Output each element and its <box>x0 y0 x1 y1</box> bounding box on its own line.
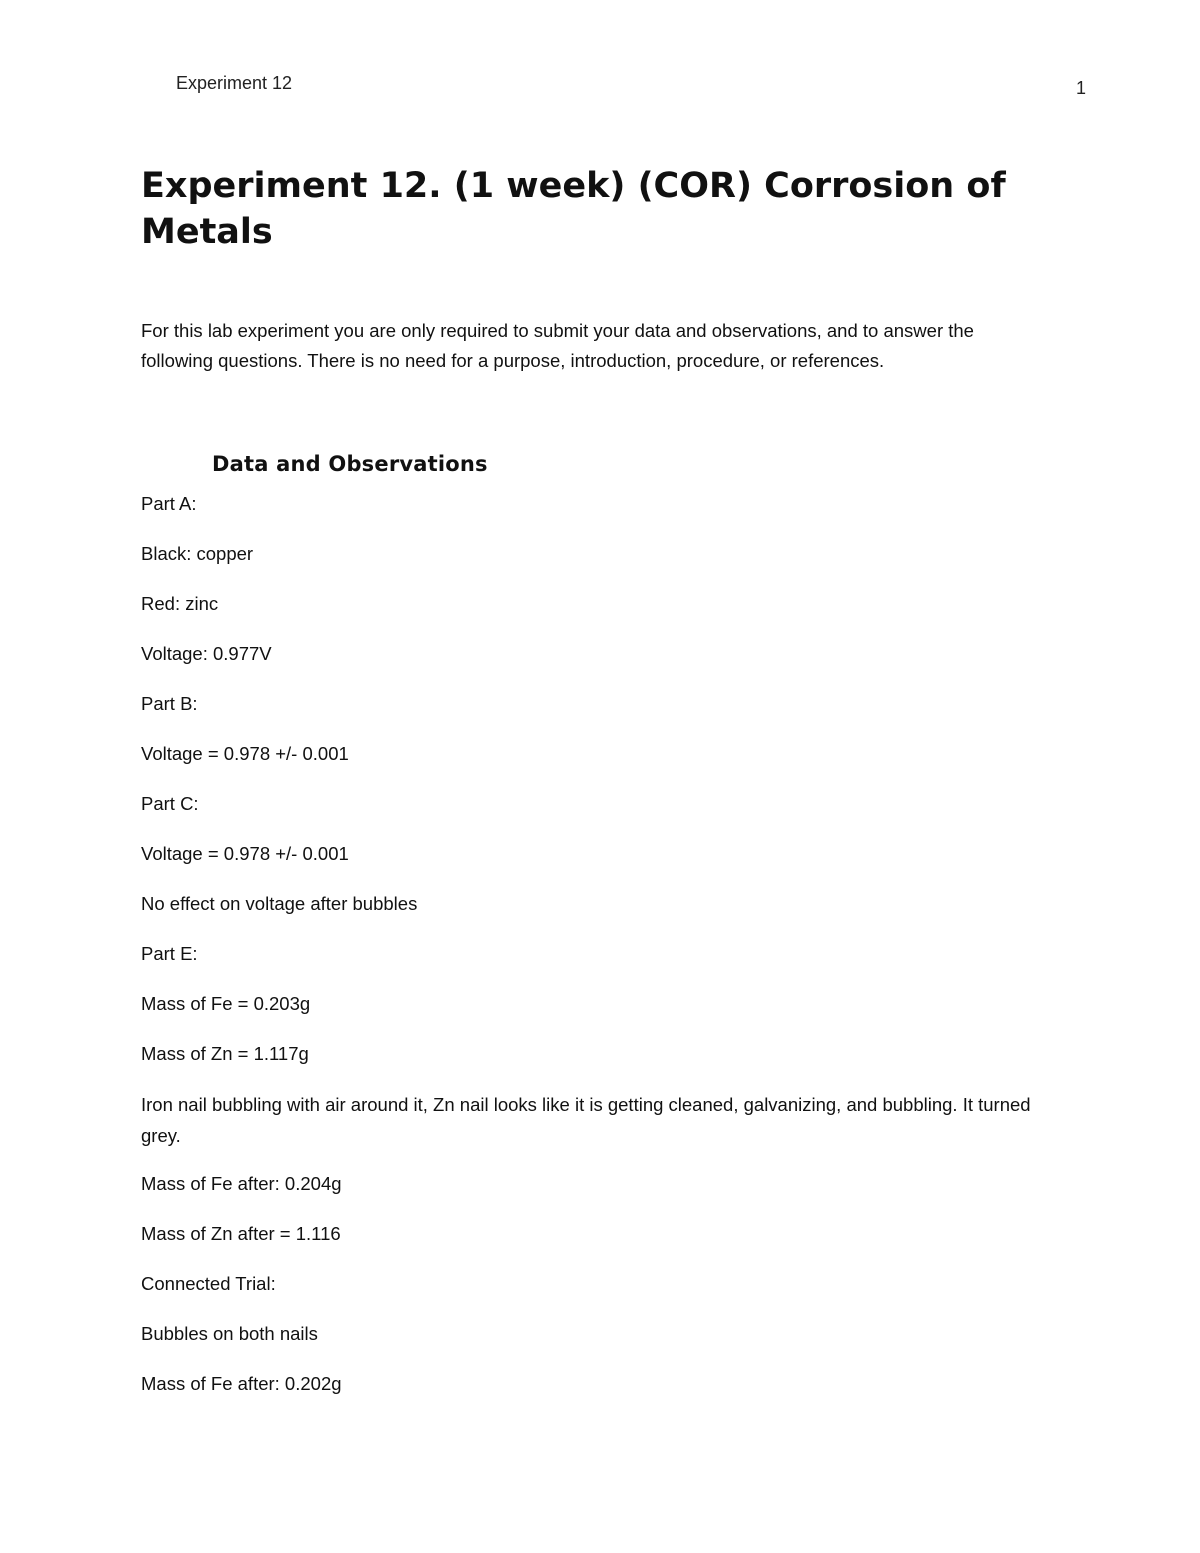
part-c-observation: No effect on voltage after bubbles <box>141 893 418 914</box>
part-e-label: Part E: <box>141 943 198 964</box>
running-header-title: Experiment 12 <box>176 73 293 93</box>
part-b-voltage: Voltage = 0.978 +/- 0.001 <box>141 743 349 764</box>
part-c-label: Part C: <box>141 793 199 814</box>
mass-fe-after: Mass of Fe after: 0.204g <box>141 1173 342 1194</box>
connected-trial-label: Connected Trial: <box>141 1273 276 1294</box>
part-e-observation: Iron nail bubbling with air around it, Zn nail looks like it is getting cleaned, galvanizing, and bubbling. It turned grey. <box>141 1094 1031 1146</box>
mass-zn-initial: Mass of Zn = 1.117g <box>141 1043 309 1064</box>
part-b-label: Part B: <box>141 693 198 714</box>
connected-mass-fe-after: Mass of Fe after: 0.202g <box>141 1373 342 1394</box>
page-title: Experiment 12. (1 week) (COR) Corrosion of Metals <box>141 166 1006 252</box>
red-lead-note: Red: zinc <box>141 593 219 614</box>
part-c-voltage: Voltage = 0.978 +/- 0.001 <box>141 843 349 864</box>
data-observations-list <box>141 489 1051 1419</box>
page-number: 1 <box>1075 78 1086 98</box>
black-lead-note: Black: copper <box>141 543 254 564</box>
part-a-voltage: Voltage: 0.977V <box>141 643 272 664</box>
intro-paragraph: For this lab experiment you are only required to submit your data and observations, and to answer the following questions. There is no need for a purpose, introduction, procedure, or references. <box>141 320 974 371</box>
connected-trial-observation: Bubbles on both nails <box>141 1323 318 1344</box>
mass-fe-initial: Mass of Fe = 0.203g <box>141 993 311 1014</box>
section-heading-data-observations: Data and Observations <box>212 452 488 476</box>
mass-zn-after: Mass of Zn after = 1.116 <box>141 1223 341 1244</box>
part-a-label: Part A: <box>141 493 197 514</box>
